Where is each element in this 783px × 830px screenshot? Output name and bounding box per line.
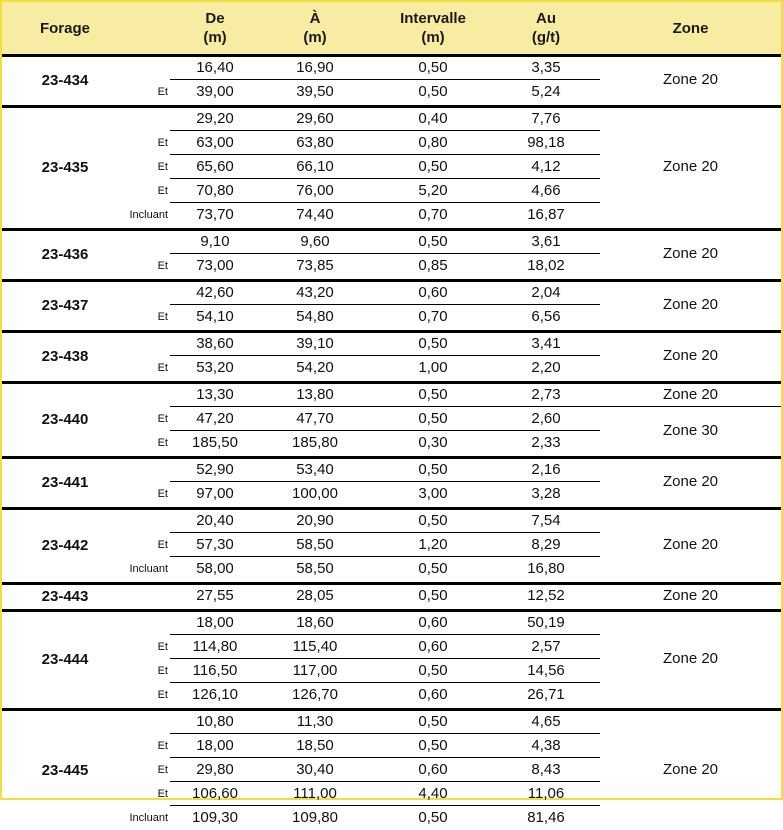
cell-int: 0,60 xyxy=(418,761,448,778)
cell-de: 18,00 xyxy=(196,614,234,631)
row-qualifier xyxy=(62,612,170,634)
cell-a: 111,00 xyxy=(293,785,337,802)
row-qualifier: Incluant xyxy=(129,563,168,575)
row-rule xyxy=(170,304,600,305)
cell-au: 98,18 xyxy=(527,134,565,151)
cell-int: 0,50 xyxy=(418,737,448,754)
cell-de: 10,80 xyxy=(196,713,234,730)
row-qualifier: Et xyxy=(157,311,168,323)
row-rule xyxy=(170,481,600,482)
cell-de: 16,40 xyxy=(196,59,234,76)
cell-au: 8,29 xyxy=(531,536,561,553)
cell-au: 18,02 xyxy=(527,257,565,274)
cell-int: 0,60 xyxy=(418,686,448,703)
cell-de: 106,60 xyxy=(192,785,238,802)
cell-au: 4,38 xyxy=(531,737,561,754)
cell-int: 0,40 xyxy=(418,110,448,127)
table-row xyxy=(2,180,781,203)
row-qualifier: Et xyxy=(157,185,168,197)
cell-de: 97,00 xyxy=(196,485,234,502)
zone-label: Zone 20 xyxy=(662,296,719,313)
table-row xyxy=(2,108,781,131)
cell-au: 4,66 xyxy=(531,182,561,199)
zone-label: Zone 20 xyxy=(662,536,719,553)
cell-au: 12,52 xyxy=(527,587,565,604)
cell-int: 0,50 xyxy=(418,386,448,403)
zone-label: Zone 20 xyxy=(662,386,719,403)
cell-de: 73,70 xyxy=(196,206,234,223)
cell-au: 3,35 xyxy=(531,59,561,76)
cell-int: 1,20 xyxy=(418,536,448,553)
row-rule xyxy=(170,634,600,635)
row-qualifier: Et xyxy=(157,137,168,149)
cell-au: 2,16 xyxy=(531,461,561,478)
cell-au: 50,19 xyxy=(527,614,565,631)
table-row xyxy=(2,558,781,581)
zone-label: Zone 20 xyxy=(662,158,719,175)
table-row xyxy=(2,204,781,227)
row-qualifier: Et xyxy=(157,161,168,173)
cell-au: 4,12 xyxy=(531,158,561,175)
cell-de: 29,80 xyxy=(196,761,234,778)
row-qualifier: Et xyxy=(157,488,168,500)
header-de xyxy=(170,2,260,54)
cell-a: 13,80 xyxy=(296,386,334,403)
cell-int: 0,60 xyxy=(418,284,448,301)
row-rule xyxy=(170,658,600,659)
row-qualifier: Et xyxy=(157,539,168,551)
cell-a: 74,40 xyxy=(296,206,334,223)
cell-a: 58,50 xyxy=(296,560,334,577)
cell-de: 57,30 xyxy=(196,536,234,553)
cell-a: 117,00 xyxy=(292,662,338,679)
cell-int: 0,50 xyxy=(418,335,448,352)
cell-de: 29,20 xyxy=(196,110,234,127)
hole-id: 23-444 xyxy=(41,651,89,668)
cell-au: 26,71 xyxy=(527,686,565,703)
cell-de: 47,20 xyxy=(196,410,234,427)
hole-id: 23-437 xyxy=(41,297,89,314)
hole-id: 23-434 xyxy=(41,72,89,89)
cell-a: 9,60 xyxy=(300,233,330,250)
row-qualifier: Et xyxy=(157,641,168,653)
header-intervalle-unit: (m) xyxy=(421,29,445,46)
row-qualifier: Et xyxy=(157,689,168,701)
header-a-label: À xyxy=(309,10,321,27)
row-rule xyxy=(170,355,600,356)
cell-int: 0,50 xyxy=(418,158,448,175)
cell-au: 2,04 xyxy=(531,284,561,301)
cell-au: 81,46 xyxy=(527,809,565,826)
row-rule xyxy=(170,733,600,734)
header-a xyxy=(270,2,360,54)
zone-label: Zone 20 xyxy=(662,650,719,667)
row-rule xyxy=(170,430,600,431)
zone-label: Zone 20 xyxy=(662,587,719,604)
cell-a: 18,60 xyxy=(296,614,334,631)
cell-au: 3,61 xyxy=(531,233,561,250)
cell-au: 2,57 xyxy=(531,638,561,655)
cell-a: 185,80 xyxy=(292,434,338,451)
row-qualifier: Incluant xyxy=(129,812,168,824)
hole-id: 23-441 xyxy=(41,474,89,491)
cell-de: 114,80 xyxy=(192,638,238,655)
row-qualifier: Et xyxy=(157,260,168,272)
cell-a: 66,10 xyxy=(296,158,334,175)
row-qualifier xyxy=(62,108,170,130)
cell-de: 126,10 xyxy=(192,686,238,703)
table-row xyxy=(2,684,781,707)
cell-de: 65,60 xyxy=(196,158,234,175)
row-qualifier: Et xyxy=(157,764,168,776)
cell-int: 0,50 xyxy=(418,587,448,604)
cell-au: 14,56 xyxy=(527,662,565,679)
cell-int: 0,50 xyxy=(418,461,448,478)
cell-de: 73,00 xyxy=(196,257,234,274)
zone-label: Zone 20 xyxy=(662,71,719,88)
cell-int: 3,00 xyxy=(418,485,448,502)
zone-label: Zone 30 xyxy=(662,422,719,439)
cell-au: 11,06 xyxy=(527,785,565,802)
table-header xyxy=(2,2,781,56)
row-qualifier xyxy=(62,510,170,532)
row-qualifier: Et xyxy=(157,740,168,752)
row-qualifier: Incluant xyxy=(129,209,168,221)
cell-int: 0,85 xyxy=(418,257,448,274)
row-rule xyxy=(170,178,600,179)
cell-au: 2,60 xyxy=(531,410,561,427)
cell-a: 76,00 xyxy=(296,182,334,199)
header-a-unit: (m) xyxy=(303,29,327,46)
cell-de: 63,00 xyxy=(196,134,234,151)
row-qualifier xyxy=(62,711,170,733)
row-rule xyxy=(170,79,600,80)
header-au xyxy=(496,2,596,54)
zone-rule xyxy=(600,406,781,407)
cell-a: 16,90 xyxy=(296,59,334,76)
cell-au: 3,41 xyxy=(531,335,561,352)
cell-a: 39,50 xyxy=(296,83,334,100)
row-rule xyxy=(170,253,600,254)
cell-int: 0,50 xyxy=(418,713,448,730)
row-qualifier: Et xyxy=(157,788,168,800)
hole-id: 23-440 xyxy=(41,411,89,428)
cell-de: 20,40 xyxy=(196,512,234,529)
cell-de: 9,10 xyxy=(200,233,230,250)
cell-au: 8,43 xyxy=(531,761,561,778)
cell-a: 100,00 xyxy=(292,485,338,502)
cell-de: 58,00 xyxy=(196,560,234,577)
cell-int: 0,50 xyxy=(418,233,448,250)
row-qualifier: Et xyxy=(157,665,168,677)
hole-id: 23-436 xyxy=(41,246,89,263)
cell-int: 0,50 xyxy=(418,512,448,529)
row-qualifier: Et xyxy=(157,413,168,425)
cell-au: 16,87 xyxy=(527,206,565,223)
header-intervalle xyxy=(383,2,483,54)
table-row xyxy=(2,783,781,806)
row-rule xyxy=(170,130,600,131)
header-au-unit: (g/t) xyxy=(531,29,561,46)
cell-au: 2,73 xyxy=(531,386,561,403)
table-row xyxy=(2,711,781,734)
cell-a: 126,70 xyxy=(292,686,338,703)
table-row xyxy=(2,510,781,533)
cell-a: 53,40 xyxy=(296,461,334,478)
header-intervalle-label: Intervalle xyxy=(400,10,466,27)
row-qualifier: Et xyxy=(157,362,168,374)
cell-au: 2,33 xyxy=(531,434,561,451)
cell-de: 13,30 xyxy=(196,386,234,403)
hole-id: 23-445 xyxy=(41,762,89,779)
header-forage-label: Forage xyxy=(39,19,90,37)
cell-de: 109,30 xyxy=(192,809,238,826)
cell-int: 1,00 xyxy=(418,359,448,376)
cell-int: 0,50 xyxy=(418,59,448,76)
row-qualifier: Et xyxy=(157,437,168,449)
cell-de: 52,90 xyxy=(196,461,234,478)
cell-de: 116,50 xyxy=(192,662,238,679)
row-rule xyxy=(170,757,600,758)
cell-int: 0,80 xyxy=(418,134,448,151)
cell-int: 0,50 xyxy=(418,410,448,427)
cell-a: 63,80 xyxy=(296,134,334,151)
table-row xyxy=(2,612,781,635)
cell-int: 0,50 xyxy=(418,560,448,577)
row-qualifier: Et xyxy=(157,86,168,98)
zone-label: Zone 20 xyxy=(662,761,719,778)
row-rule xyxy=(170,556,600,557)
hole-id: 23-443 xyxy=(41,588,89,605)
cell-au: 6,56 xyxy=(531,308,561,325)
cell-au: 3,28 xyxy=(531,485,561,502)
cell-de: 38,60 xyxy=(196,335,234,352)
zone-label: Zone 20 xyxy=(662,245,719,262)
header-au-label: Au xyxy=(536,10,556,27)
cell-a: 29,60 xyxy=(296,110,334,127)
cell-a: 54,20 xyxy=(296,359,334,376)
cell-a: 11,30 xyxy=(296,713,334,730)
hole-id: 23-442 xyxy=(41,537,89,554)
cell-int: 0,30 xyxy=(418,434,448,451)
row-rule xyxy=(170,406,600,407)
zone-label: Zone 20 xyxy=(662,473,719,490)
cell-au: 2,20 xyxy=(531,359,561,376)
cell-int: 4,40 xyxy=(418,785,448,802)
cell-a: 73,85 xyxy=(296,257,334,274)
cell-int: 0,60 xyxy=(418,638,448,655)
row-qualifier xyxy=(62,384,170,406)
cell-a: 58,50 xyxy=(296,536,334,553)
cell-au: 7,76 xyxy=(531,110,561,127)
cell-int: 5,20 xyxy=(418,182,448,199)
cell-a: 47,70 xyxy=(296,410,334,427)
hole-id: 23-438 xyxy=(41,348,89,365)
cell-int: 0,70 xyxy=(418,206,448,223)
cell-au: 16,80 xyxy=(527,560,565,577)
cell-de: 18,00 xyxy=(196,737,234,754)
cell-a: 43,20 xyxy=(296,284,334,301)
cell-de: 53,20 xyxy=(196,359,234,376)
cell-de: 27,55 xyxy=(196,587,234,604)
cell-int: 0,70 xyxy=(418,308,448,325)
cell-au: 4,65 xyxy=(531,713,561,730)
cell-au: 5,24 xyxy=(531,83,561,100)
cell-au: 7,54 xyxy=(531,512,561,529)
cell-int: 0,50 xyxy=(418,662,448,679)
table-row xyxy=(2,735,781,758)
header-de-unit: (m) xyxy=(203,29,227,46)
row-rule xyxy=(170,805,600,806)
cell-int: 0,60 xyxy=(418,614,448,631)
row-rule xyxy=(170,682,600,683)
zone-label: Zone 20 xyxy=(662,347,719,364)
cell-int: 0,50 xyxy=(418,83,448,100)
row-rule xyxy=(170,154,600,155)
header-de-label: De xyxy=(205,10,225,27)
cell-a: 20,90 xyxy=(296,512,334,529)
cell-a: 18,50 xyxy=(296,737,334,754)
cell-de: 54,10 xyxy=(196,308,234,325)
cell-a: 39,10 xyxy=(296,335,334,352)
cell-a: 28,05 xyxy=(296,587,334,604)
header-forage xyxy=(2,2,128,54)
cell-a: 30,40 xyxy=(296,761,334,778)
cell-a: 54,80 xyxy=(296,308,334,325)
row-rule xyxy=(170,781,600,782)
cell-de: 39,00 xyxy=(196,83,234,100)
header-zone-label: Zone xyxy=(672,19,709,37)
cell-a: 115,40 xyxy=(292,638,338,655)
cell-de: 185,50 xyxy=(192,434,238,451)
row-rule xyxy=(170,202,600,203)
cell-a: 109,80 xyxy=(292,809,338,826)
hole-id: 23-435 xyxy=(41,159,89,176)
table-row xyxy=(2,132,781,155)
table-row xyxy=(2,807,781,830)
header-zone xyxy=(600,2,781,54)
cell-de: 70,80 xyxy=(196,182,234,199)
cell-de: 42,60 xyxy=(196,284,234,301)
cell-int: 0,50 xyxy=(418,809,448,826)
row-rule xyxy=(170,532,600,533)
